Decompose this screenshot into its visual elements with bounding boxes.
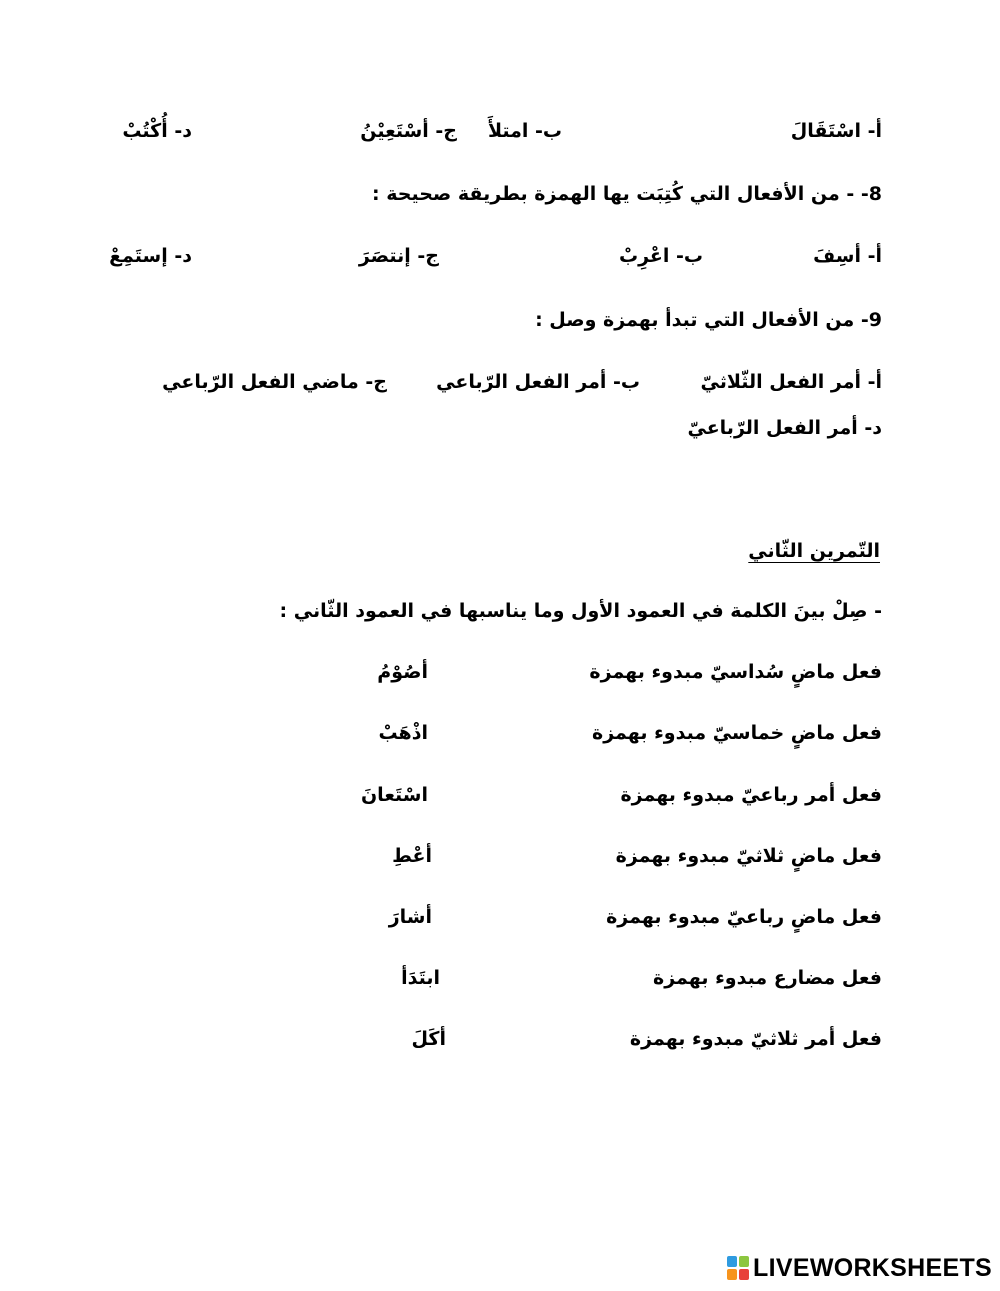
q9-option-d: د- أمر الفعل الرّباعيّ: [687, 417, 882, 439]
pair-word: أعْطِ: [392, 845, 432, 867]
q9-option-b: ب- أمر الفعل الرّباعي: [436, 371, 640, 393]
q7-option-c: ج- أسْتَعِيْنُ: [360, 120, 457, 142]
q7-option-b: ب- امتلأَ: [487, 120, 562, 142]
pair-description: فعل ماضٍ خماسيّ مبدوء بهمزة: [592, 722, 882, 744]
liveworksheets-brand: LIVEWORKSHEETS: [753, 1254, 992, 1282]
pair-word: اذْهَبْ: [378, 722, 428, 744]
pair-word: اسْتَعانَ: [360, 784, 428, 806]
q9-question: 9- من الأفعال التي تبدأ بهمزة وصل :: [535, 309, 882, 331]
q8-option-d: د- إستَمِعْ: [109, 245, 192, 267]
pair-description: فعل ماضٍ سُداسيّ مبدوء بهمزة: [589, 661, 882, 683]
q9-option-a: أ- أمر الفعل الثّلاثيّ: [700, 371, 882, 393]
liveworksheets-logo: [727, 1253, 992, 1283]
q8-option-b: ب- اعْرِبْ: [619, 245, 703, 267]
pair-word: ابتَدَأ: [401, 967, 440, 989]
pair-word: أصُوْمُ: [377, 661, 428, 683]
pair-word: أكَلَ: [411, 1028, 446, 1050]
pair-description: فعل ماضٍ ثلاثيّ مبدوء بهمزة: [615, 845, 882, 867]
exercise2-title: التّمرين الثّاني: [748, 540, 880, 562]
pair-word: أشارَ: [388, 906, 432, 928]
pair-description: فعل أمر رباعيّ مبدوء بهمزة: [620, 784, 882, 806]
q7-option-a: أ- اسْتَقَالَ: [790, 120, 882, 142]
pair-description: فعل ماضٍ رباعيّ مبدوء بهمزة: [606, 906, 882, 928]
q8-question: 8- - من الأفعال التي كُتِبَت يها الهمزة بطريقة صحيحة :: [372, 183, 882, 205]
pair-description: فعل مضارع مبدوء بهمزة: [653, 967, 882, 989]
liveworksheets-logo-icon: [727, 1256, 749, 1280]
q8-option-c: ج- إنتصَرَ: [358, 245, 439, 267]
exercise2-instruction: - صِلْ بينَ الكلمة في العمود الأول وما يناسبها في العمود الثّاني :: [279, 600, 882, 622]
q7-option-d: د- أُكْتُبْ: [122, 120, 192, 142]
q8-option-a: أ- أسِفَ: [813, 245, 882, 267]
q9-option-c: ج- ماضي الفعل الرّباعي: [162, 371, 387, 393]
pair-description: فعل أمر ثلاثيّ مبدوء بهمزة: [629, 1028, 882, 1050]
